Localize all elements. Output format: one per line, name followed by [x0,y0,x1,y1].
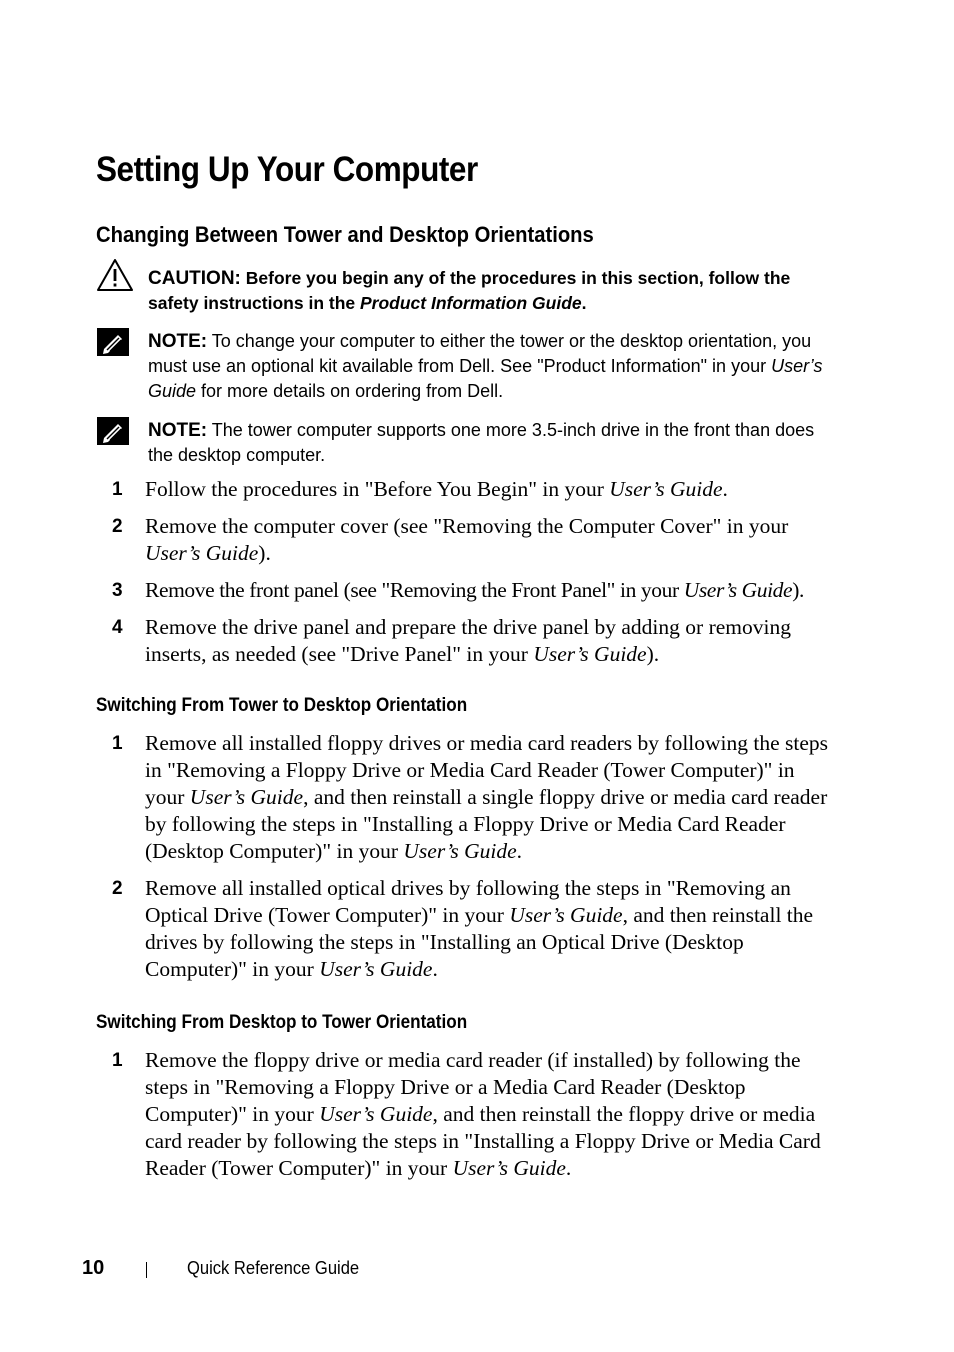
list-item [96,730,831,865]
caution-text-b: . [581,293,587,313]
step-text: Remove the front panel (see "Removing the Front Panel" in your User’s Guide). [145,578,804,602]
tower-to-desktop-steps [96,730,831,983]
section-heading: Changing Between Tower and Desktop Orientations [96,222,594,247]
main-steps-list [96,476,831,668]
note-1-text-b: for more details on ordering from Dell. [196,381,504,401]
subsection-heading-desktop-to-tower: Switching From Desktop to Tower Orientation [96,1012,468,1033]
page-title: Setting Up Your Computer [96,150,478,189]
warning-triangle-icon [96,258,134,297]
list-item [96,577,831,604]
note-2-text [148,418,828,468]
note-1-text-em: User’s Guide [148,356,823,401]
list-item [96,476,831,503]
note-2-text-body: The tower computer supports one more 3.5-inch drive in the front than does the desktop computer. [148,420,815,465]
step-number: 3 [112,580,123,601]
list-item [96,1047,831,1182]
desktop-to-tower-steps [96,1047,831,1182]
step-number: 1 [112,479,123,500]
pencil-note-icon [96,416,130,451]
note-1-label: NOTE: [148,331,208,352]
list-item [96,875,831,983]
footer-doc-title: Quick Reference Guide [187,1258,360,1278]
note-1-text [148,329,828,404]
step-number: 1 [112,733,123,754]
caution-text [148,266,828,316]
step-text: Follow the procedures in "Before You Begin" in your User’s Guide. [145,477,728,501]
step-text: Remove all installed floppy drives or media card readers by following the steps in "Removing a Floppy Drive or Media Card Reader (Tower Computer)" in your User’s Guide, and then reinstall a single floppy drive or media card reader by following the steps in "Installing a Floppy Drive or Media Card Reader (Desktop Computer)" in your User’s Guide. [145,731,829,863]
subsection-heading-tower-to-desktop: Switching From Tower to Desktop Orientation [96,695,468,716]
step-text: Remove the computer cover (see "Removing the Computer Cover" in your User’s Guide). [145,514,789,565]
step-number: 1 [112,1050,123,1071]
caution-label: CAUTION: [148,268,241,289]
step-text: Remove the drive panel and prepare the drive panel by adding or removing inserts, as needed (see "Drive Panel" in your User’s Guide). [145,615,791,666]
note-2-label: NOTE: [148,420,208,441]
step-text: Remove the floppy drive or media card reader (if installed) by following the steps in "Removing a Floppy Drive or a Media Card Reader (Desktop Computer)" in your User’s Guide, and then reinstall the floppy drive or media card reader by following the steps in "Installing a Floppy Drive or Media Card Reader (Tower Computer)" in your User’s Guide. [145,1048,821,1180]
caution-text-em: Product Information Guide [359,293,582,313]
page-number: 10 [82,1257,105,1279]
step-number: 2 [112,516,123,537]
step-number: 4 [112,617,123,638]
note-1-text-a: To change your computer to either the tower or the desktop orientation, you must use an optional kit available from Dell. See "Product Information" in your [148,331,812,376]
caution-text-a: Before you begin any of the procedures in this section, follow the safety instructions in the [148,268,791,313]
step-text: Remove all installed optical drives by following the steps in "Removing an Optical Drive (Tower Computer)" in your User’s Guide, and then reinstall the drives by following the steps in "Installing an Optical Drive (Desktop Computer)" in your User’s Guide. [145,876,814,981]
pencil-note-icon [96,327,130,362]
step-number: 2 [112,878,123,899]
footer-separator [146,1262,147,1278]
list-item [96,513,831,567]
list-item [96,614,831,668]
